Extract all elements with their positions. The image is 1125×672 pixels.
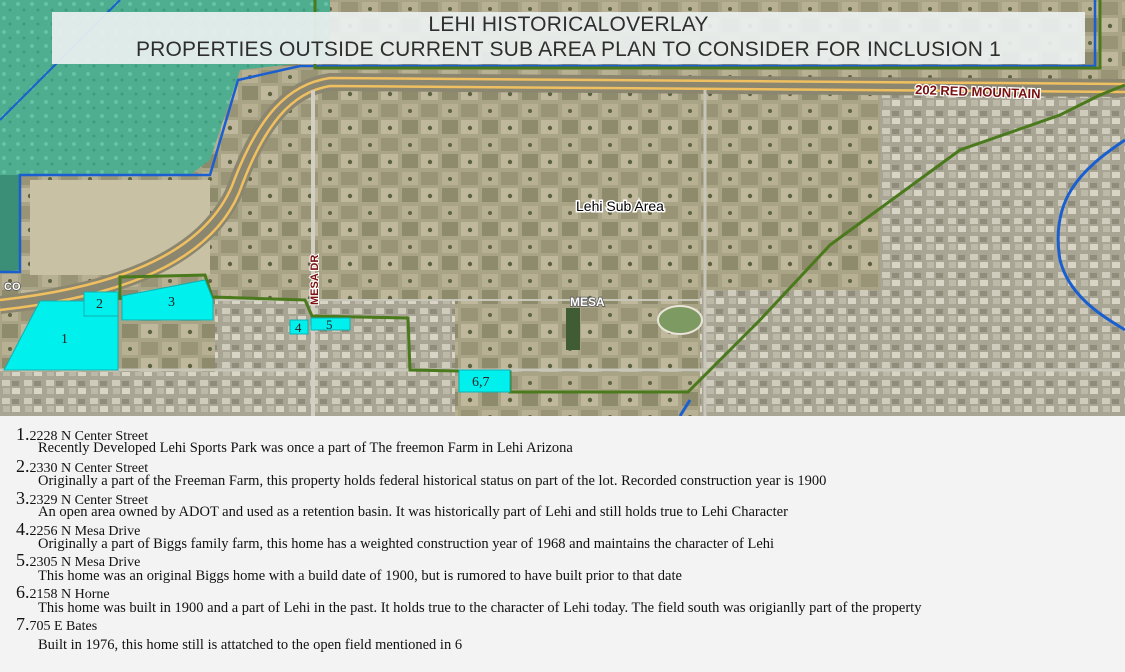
item-description: Recently Developed Lehi Sports Park was once a part of The freemon Farm in Lehi Arizona (38, 440, 573, 456)
sub-area-label: Lehi Sub Area (576, 198, 664, 214)
map-title: LEHI HISTORICALOVERLAY (428, 13, 709, 36)
item-address: 2228 N Center Street (29, 429, 149, 444)
parcel-5[interactable] (311, 317, 350, 332)
item-description: Originally a part of the Freeman Farm, this property holds federal historical status on part of the lot. Recorded construction year is 1900 (38, 473, 827, 489)
item-description: An open area owned by ADOT and used as a retention basin. It was historically part of Lehi and still holds true to Lehi Character (38, 504, 788, 520)
item-number: 2. (16, 456, 30, 476)
parcel-2-label: 2 (96, 297, 103, 312)
item-number: 5. (16, 550, 30, 570)
map-subtitle: PROPERTIES OUTSIDE CURRENT SUB AREA PLAN TO CONSIDER FOR INCLUSION 1 (135, 38, 1002, 61)
parcel-6-7-label: 6,7 (472, 375, 490, 390)
parcel-4-label: 4 (295, 320, 302, 335)
item-number: 1. (16, 424, 30, 444)
item-address: 705 E Bates (29, 619, 98, 634)
title-banner (52, 12, 1085, 64)
residential-area-east (880, 95, 1125, 416)
park-strip (566, 308, 580, 350)
road-label: MESA DR (309, 254, 321, 305)
item-number: 7. (16, 614, 30, 634)
item-description: This home was built in 1900 and a part of Lehi in the past. It holds true to the character of Lehi today. The field south was origianlly part of the property (38, 600, 922, 616)
item-number: 4. (16, 519, 30, 539)
list-item (16, 614, 97, 635)
city-label: MESA (570, 295, 605, 309)
parcel-4[interactable] (290, 320, 308, 335)
item-description: Originally a part of Biggs family farm, this home has a weighted construction year of 1968 and maintains the character of Lehi (38, 536, 775, 552)
item-address: 2330 N Center Street (29, 461, 149, 476)
item-description: This home was an original Biggs home with a build date of 1900, but is rumored to have built prior to that date (38, 568, 682, 584)
parcel-3-label: 3 (168, 295, 175, 310)
item-number: 6. (16, 582, 30, 602)
item-address: 2158 N Horne (29, 587, 110, 602)
residential-area-southeast (700, 290, 900, 416)
item-address: 2329 N Center Street (29, 493, 149, 508)
property-list (0, 418, 1125, 672)
parcel-1-label: 1 (61, 332, 68, 347)
parcel-6-7[interactable] (459, 370, 510, 392)
item-address: 2305 N Mesa Drive (29, 555, 141, 570)
item-description: Built in 1976, this home still is attatched to the open field mentioned in 6 (38, 637, 463, 653)
item-address: 2256 N Mesa Drive (29, 524, 141, 539)
edge-label: CO (4, 281, 21, 293)
residential-area-west (0, 372, 215, 416)
item-number: 3. (16, 488, 30, 508)
parcel-2[interactable] (84, 292, 118, 316)
river-edge (0, 175, 20, 272)
sports-track (658, 306, 702, 334)
highway-label: 202 RED MOUNTAIN (914, 82, 1041, 102)
parcel-5-label: 5 (326, 317, 333, 332)
